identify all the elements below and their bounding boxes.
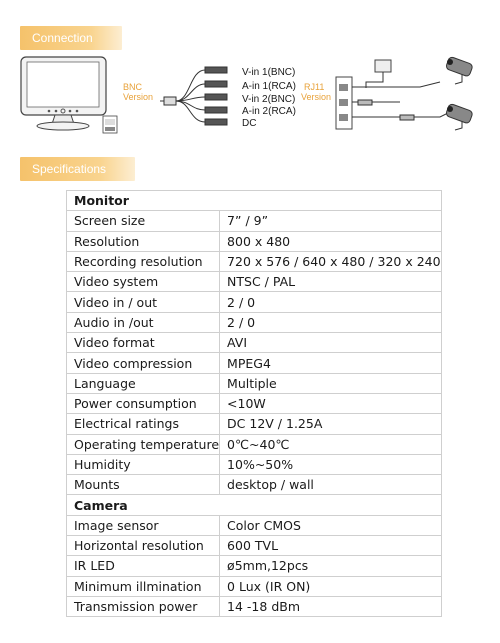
camera-section-title: Camera xyxy=(67,495,442,515)
spec-value: 600 TVL xyxy=(220,536,442,556)
spec-label: Language xyxy=(67,373,220,393)
spec-row xyxy=(67,353,442,373)
spec-label: Screen size xyxy=(67,211,220,231)
bnc-version-label-2: Version xyxy=(123,92,154,102)
memory-card-icon xyxy=(103,116,117,133)
spec-value: 720 x 576 / 640 x 480 / 320 x 240 xyxy=(220,251,442,271)
rj11-version-label: RJ11 xyxy=(304,82,325,92)
spec-value: desktop / wall xyxy=(220,475,442,495)
spec-row xyxy=(67,272,442,292)
spec-row xyxy=(67,333,442,353)
spec-row xyxy=(67,211,442,231)
spec-label: Video format xyxy=(67,333,220,353)
spec-label: Resolution xyxy=(67,231,220,251)
camera-section-header xyxy=(67,495,442,515)
spec-row xyxy=(67,596,442,616)
connector-label-dc: DC xyxy=(242,118,257,129)
spec-value: 2 / 0 xyxy=(220,312,442,332)
spec-row xyxy=(67,475,442,495)
spec-label: Electrical ratings xyxy=(67,414,220,434)
camera-icon-2 xyxy=(445,103,473,130)
spec-value: 7” / 9” xyxy=(220,211,442,231)
spec-value: 0℃~40℃ xyxy=(220,434,442,454)
spec-value: Multiple xyxy=(220,373,442,393)
rj11-cables xyxy=(352,82,450,120)
power-adapter-icon xyxy=(366,60,391,88)
spec-label: Video compression xyxy=(67,353,220,373)
spec-row xyxy=(67,536,442,556)
connector-label-vin1: V-in 1(BNC) xyxy=(242,67,296,78)
spec-label: IR LED xyxy=(67,556,220,576)
spec-row xyxy=(67,454,442,474)
monitor-section-title: Monitor xyxy=(67,191,442,211)
spec-row xyxy=(67,434,442,454)
connector-label-ain1: A-in 1(RCA) xyxy=(242,81,296,92)
spec-label: Power consumption xyxy=(67,393,220,413)
spec-value: NTSC / PAL xyxy=(220,272,442,292)
monitor-section-header xyxy=(67,191,442,211)
spec-label: Minimum illmination xyxy=(67,576,220,596)
rj11-version-label-2: Version xyxy=(301,92,332,102)
spec-row xyxy=(67,251,442,271)
spec-row xyxy=(67,393,442,413)
spec-label: Operating temperature xyxy=(67,434,220,454)
specifications-table xyxy=(66,190,442,617)
bnc-version-label: BNC xyxy=(123,82,143,92)
connector-label-ain2: A-in 2(RCA) xyxy=(242,106,296,117)
spec-value: MPEG4 xyxy=(220,353,442,373)
spec-label: Video in / out xyxy=(67,292,220,312)
spec-row xyxy=(67,414,442,434)
spec-value: AVI xyxy=(220,333,442,353)
spec-label: Image sensor xyxy=(67,515,220,535)
spec-row xyxy=(67,231,442,251)
spec-label: Humidity xyxy=(67,454,220,474)
spec-label: Mounts xyxy=(67,475,220,495)
rj11-splitter-box xyxy=(336,77,352,129)
spec-row xyxy=(67,556,442,576)
section-tab-specifications: Specifications xyxy=(20,157,135,181)
section-tab-connection: Connection xyxy=(20,26,122,50)
spec-row xyxy=(67,373,442,393)
spec-row xyxy=(67,515,442,535)
spec-value: <10W xyxy=(220,393,442,413)
spec-value: 10%~50% xyxy=(220,454,442,474)
spec-label: Audio in /out xyxy=(67,312,220,332)
monitor-illustration xyxy=(21,57,106,130)
spec-row xyxy=(67,312,442,332)
connector-label-vin2: V-in 2(BNC) xyxy=(242,94,296,105)
spec-row xyxy=(67,576,442,596)
spec-value: ø5mm,12pcs xyxy=(220,556,442,576)
spec-value: DC 12V / 1.25A xyxy=(220,414,442,434)
spec-value: 800 x 480 xyxy=(220,231,442,251)
camera-icon-1 xyxy=(445,56,473,84)
spec-value: Color CMOS xyxy=(220,515,442,535)
spec-label: Horizontal resolution xyxy=(67,536,220,556)
bnc-cable-harness xyxy=(160,67,227,125)
spec-value: 14 -18 dBm xyxy=(220,596,442,616)
spec-label: Transmission power xyxy=(67,596,220,616)
spec-value: 0 Lux (IR ON) xyxy=(220,576,442,596)
connection-diagram xyxy=(0,52,500,147)
spec-label: Recording resolution xyxy=(67,251,220,271)
spec-row xyxy=(67,292,442,312)
spec-label: Video system xyxy=(67,272,220,292)
spec-value: 2 / 0 xyxy=(220,292,442,312)
